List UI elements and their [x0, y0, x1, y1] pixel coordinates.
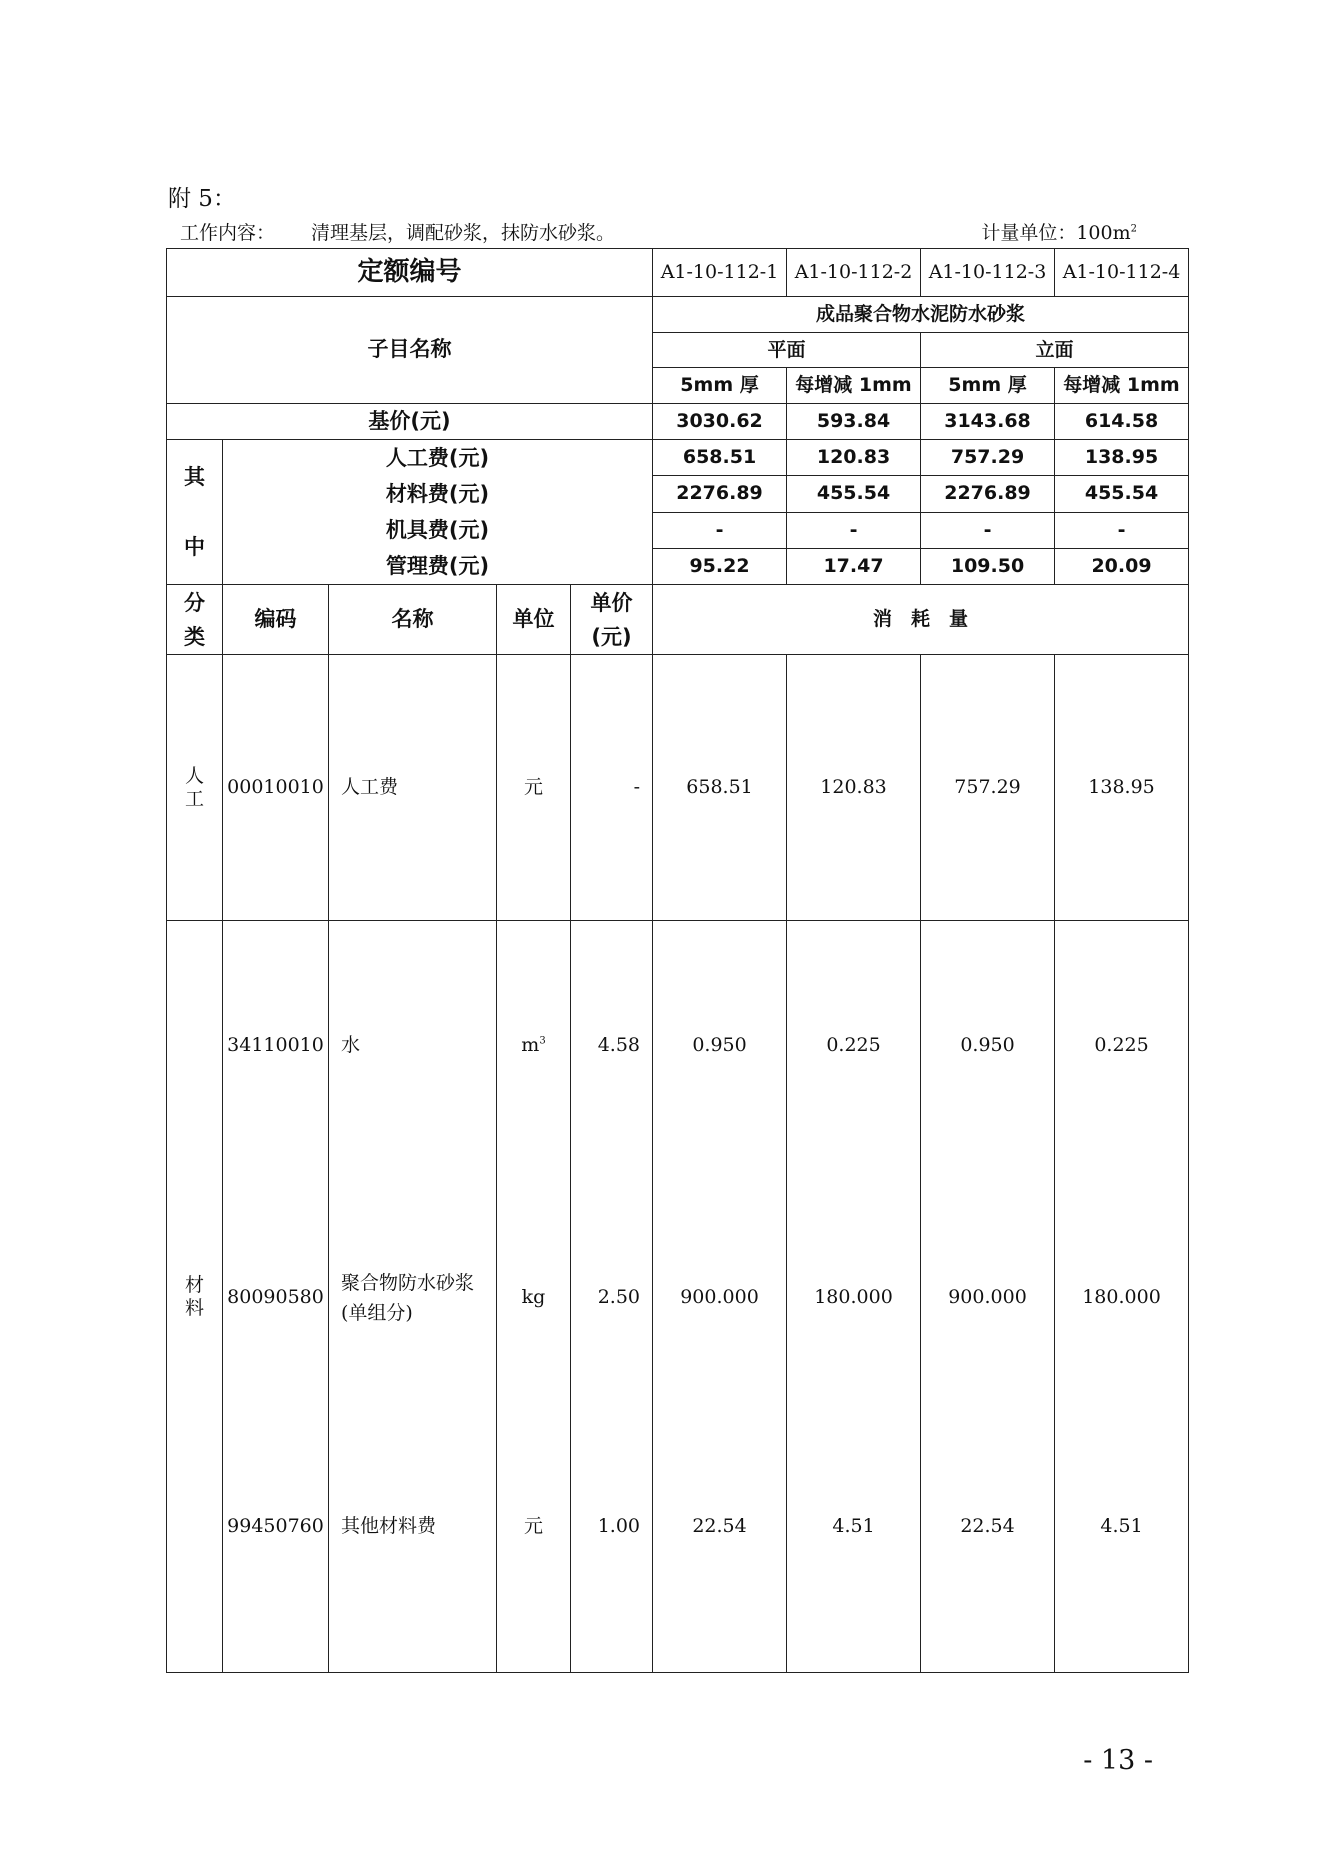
labor-value-1: 658.51 [653, 655, 787, 921]
material-cost-3: 2276.89 [921, 476, 1055, 512]
material-unit-water-sup: 3 [539, 1036, 546, 1048]
among-label-management: 管理费(元) [385, 554, 490, 578]
material-water-value-3: 0.950 [921, 921, 1055, 1171]
material-row-mortar [167, 1171, 1189, 1425]
material-unit-mortar: kg [497, 1171, 571, 1425]
labor-category-2: 工 [184, 787, 204, 810]
material-other-value-1: 22.54 [653, 1425, 787, 1673]
material-price-water: 4.58 [571, 921, 653, 1171]
col-price-2: (元) [591, 624, 632, 649]
labor-value-3: 757.29 [921, 655, 1055, 921]
material-code-mortar: 80090580 [223, 1171, 329, 1425]
material-water-value-2: 0.225 [787, 921, 921, 1171]
measure-unit [981, 218, 1137, 245]
work-content [180, 218, 615, 245]
material-code-water: 34110010 [223, 921, 329, 1171]
labor-code: 00010010 [223, 655, 329, 921]
labor-cost-4: 138.95 [1055, 440, 1189, 476]
material-unit-other: 元 [497, 1425, 571, 1673]
management-cost-1: 95.22 [653, 548, 787, 584]
col-price [571, 585, 653, 655]
among-label-material: 材料费(元) [385, 482, 490, 506]
among-labels [223, 440, 653, 585]
measure-unit-sup: 2 [1130, 223, 1137, 235]
material-name-mortar [329, 1171, 497, 1425]
material-cost-4: 455.54 [1055, 476, 1189, 512]
base-price-row [167, 404, 1189, 440]
sub-item-2: 每增减 1mm [787, 368, 921, 404]
material-name-mortar-1: 聚合物防水砂浆 [341, 1271, 475, 1294]
base-price-4: 614.58 [1055, 404, 1189, 440]
material-name-water: 水 [329, 921, 497, 1171]
machine-cost-1: - [653, 512, 787, 548]
material-other-value-2: 4.51 [787, 1425, 921, 1673]
col-category-2: 类 [184, 624, 205, 649]
labor-cost-1: 658.51 [653, 440, 787, 476]
group-vertical: 立面 [921, 333, 1189, 368]
quota-code-3: A1-10-112-3 [921, 249, 1055, 297]
among-label-1: 其 [184, 465, 205, 489]
among-label-labor: 人工费(元) [385, 446, 490, 470]
measure-unit-label: 计量单位：100m [981, 222, 1131, 244]
material-mortar-value-2: 180.000 [787, 1171, 921, 1425]
sub-item-4: 每增减 1mm [1055, 368, 1189, 404]
labor-detail-row [167, 655, 1189, 921]
labor-cost-3: 757.29 [921, 440, 1055, 476]
material-row-other [167, 1425, 1189, 1673]
material-category [167, 921, 223, 1673]
material-price-other: 1.00 [571, 1425, 653, 1673]
work-content-text: 清理基层，调配砂浆，抹防水砂浆。 [311, 222, 616, 244]
col-name: 名称 [329, 585, 497, 655]
material-other-value-3: 22.54 [921, 1425, 1055, 1673]
material-cost-2: 455.54 [787, 476, 921, 512]
material-mortar-value-1: 900.000 [653, 1171, 787, 1425]
material-mortar-value-4: 180.000 [1055, 1171, 1189, 1425]
quota-code-4: A1-10-112-4 [1055, 249, 1189, 297]
material-price-mortar: 2.50 [571, 1171, 653, 1425]
management-cost-4: 20.09 [1055, 548, 1189, 584]
material-water-value-4: 0.225 [1055, 921, 1189, 1171]
among-row-labor [167, 440, 1189, 476]
base-price-3: 3143.68 [921, 404, 1055, 440]
col-consumption: 消 耗 量 [653, 585, 1189, 655]
material-category-2: 料 [184, 1296, 204, 1319]
work-content-label: 工作内容： [180, 222, 276, 244]
material-mortar-value-3: 900.000 [921, 1171, 1055, 1425]
labor-category [167, 655, 223, 921]
material-code-other: 99450760 [223, 1425, 329, 1673]
col-price-1: 单价 [590, 590, 633, 615]
material-category-1: 材 [184, 1273, 204, 1296]
base-price-1: 3030.62 [653, 404, 787, 440]
material-name-other: 其他材料费 [329, 1425, 497, 1673]
machine-cost-4: - [1055, 512, 1189, 548]
quota-number-label: 定额编号 [167, 249, 653, 297]
labor-cost-2: 120.83 [787, 440, 921, 476]
col-code: 编码 [223, 585, 329, 655]
quota-table [166, 248, 1189, 1673]
among-label [167, 440, 223, 585]
quota-code-2: A1-10-112-2 [787, 249, 921, 297]
machine-cost-2: - [787, 512, 921, 548]
management-cost-2: 17.47 [787, 548, 921, 584]
among-label-machine: 机具费(元) [385, 518, 490, 542]
material-water-value-1: 0.950 [653, 921, 787, 1171]
column-header-row [167, 585, 1189, 655]
labor-name: 人工费 [329, 655, 497, 921]
base-price-2: 593.84 [787, 404, 921, 440]
labor-category-1: 人 [184, 764, 204, 787]
item-name-label: 子目名称 [167, 297, 653, 404]
appendix-label: 附 5： [168, 186, 236, 212]
labor-price: - [571, 655, 653, 921]
group-flat: 平面 [653, 333, 921, 368]
material-name-mortar-2: (单组分) [341, 1301, 413, 1324]
item-name-row-1 [167, 297, 1189, 333]
material-cost-1: 2276.89 [653, 476, 787, 512]
sub-item-1: 5mm 厚 [653, 368, 787, 404]
product-name: 成品聚合物水泥防水砂浆 [653, 297, 1189, 333]
management-cost-3: 109.50 [921, 548, 1055, 584]
base-price-label: 基价(元) [167, 404, 653, 440]
among-label-2: 中 [184, 535, 205, 559]
col-category [167, 585, 223, 655]
sub-item-3: 5mm 厚 [921, 368, 1055, 404]
material-row-water [167, 921, 1189, 1171]
machine-cost-3: - [921, 512, 1055, 548]
material-unit-water [497, 921, 571, 1171]
labor-value-4: 138.95 [1055, 655, 1189, 921]
material-unit-water-text: m [521, 1034, 540, 1057]
quota-code-1: A1-10-112-1 [653, 249, 787, 297]
material-other-value-4: 4.51 [1055, 1425, 1189, 1673]
page-number: - 13 - [1083, 1745, 1153, 1776]
col-category-1: 分 [184, 590, 205, 615]
col-unit: 单位 [497, 585, 571, 655]
quota-number-row [167, 249, 1189, 297]
labor-unit: 元 [497, 655, 571, 921]
labor-value-2: 120.83 [787, 655, 921, 921]
